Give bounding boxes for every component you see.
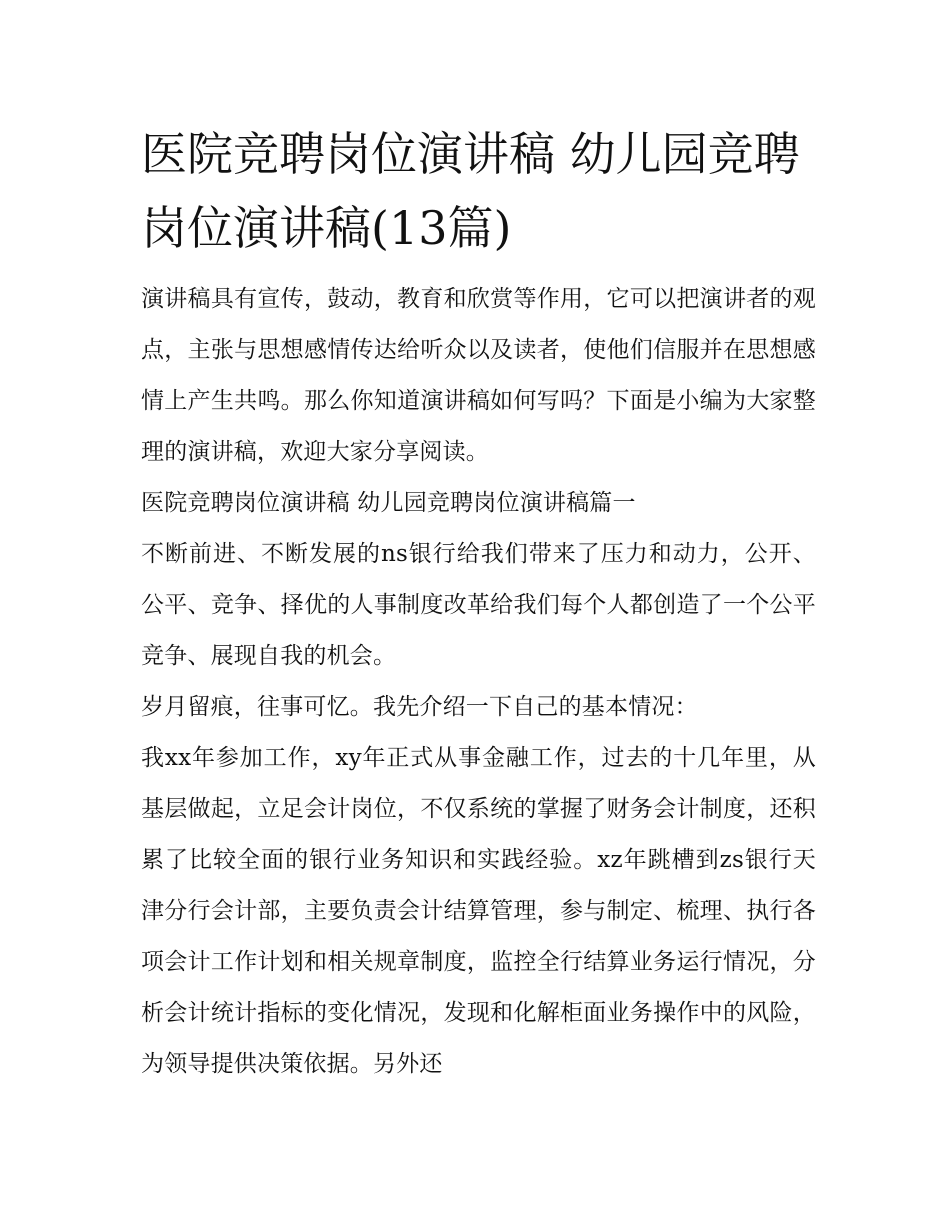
document-body (141, 274, 816, 1090)
body-paragraph: 不断前进、不断发展的ns银行给我们带来了压力和动力，公开、公平、竞争、择优的人事制度改革给我们每个人都创造了一个公平竞争、展现自我的机会。 (141, 541, 816, 669)
body-paragraph: 岁月留痕，往事可忆。我先介绍一下自己的基本情况： (141, 694, 698, 720)
intro-paragraph: 演讲稿具有宣传，鼓动，教育和欣赏等作用，它可以把演讲者的观点，主张与思想感情传达给听众以及读者，使他们信服并在思想感情上产生共鸣。那么你知道演讲稿如何写吗？下面是小编为大家整理的演讲稿，欢迎大家分享阅读。 (141, 286, 816, 465)
body-paragraph: 我xx年参加工作，xy年正式从事金融工作，过去的十几年里，从基层做起，立足会计岗位，不仅系统的掌握了财务会计制度，还积累了比较全面的银行业务知识和实践经验。xz年跳槽到zs银行天津分行会计部，主要负责会计结算管理，参与制定、梳理、执行各项会计工作计划和相关规章制度，监控全行结算业务运行情况，分析会计统计指标的变化情况，发现和化解柜面业务操作中的风险，为领导提供决策依据。另外还 (141, 745, 816, 1077)
document-title: 医院竞聘岗位演讲稿 幼儿园竞聘岗位演讲稿(13篇) (141, 127, 800, 255)
section-heading: 医院竞聘岗位演讲稿 幼儿园竞聘岗位演讲稿篇一 (141, 490, 636, 516)
